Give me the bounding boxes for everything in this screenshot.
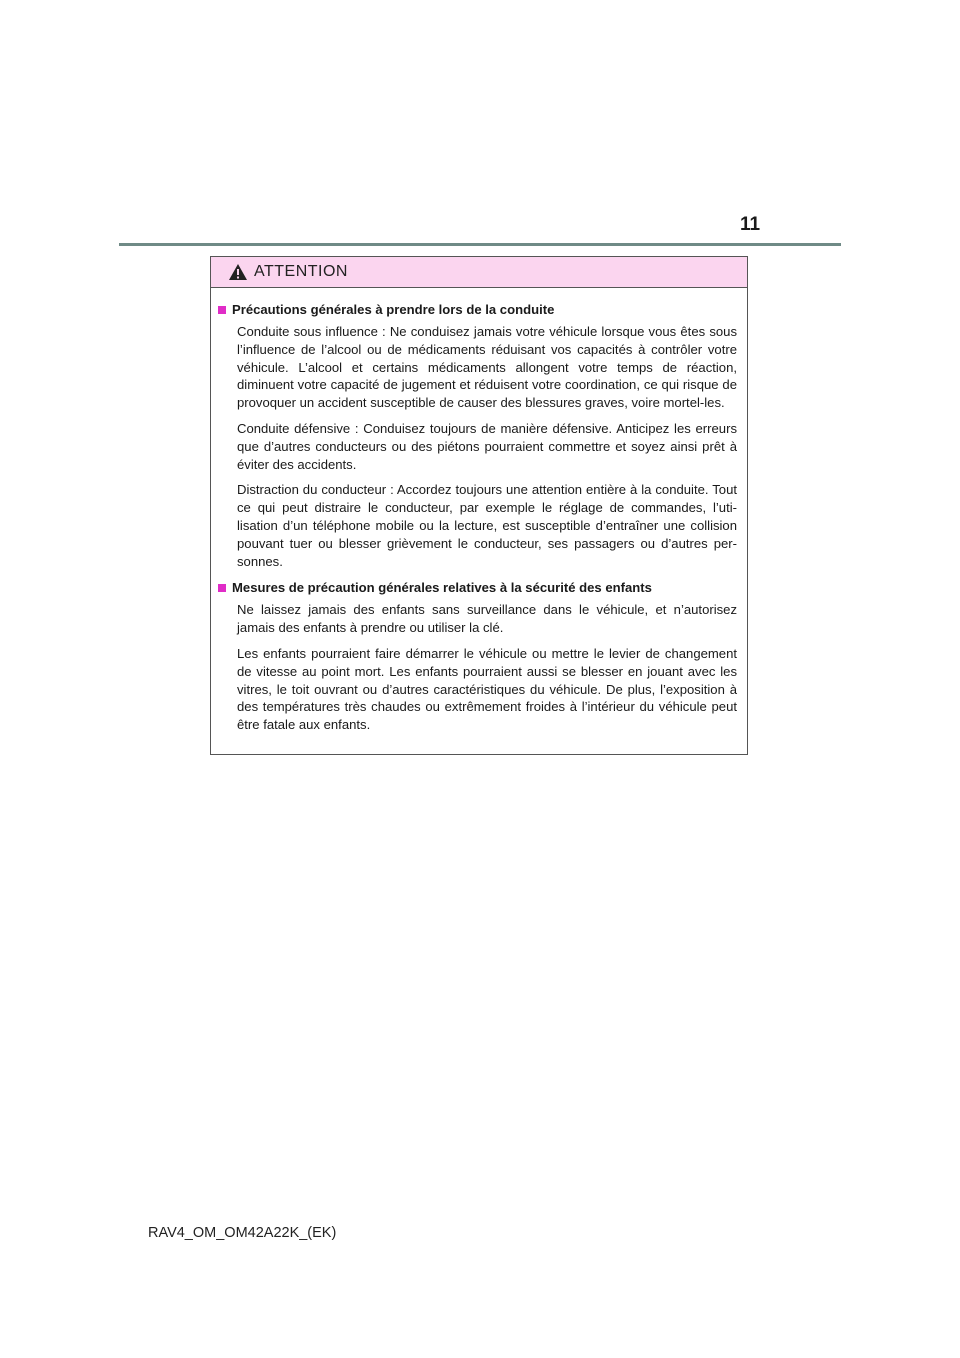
- paragraph: Conduite sous influence : Ne conduisez jamais votre véhicule lorsque vous êtes sous l’influence de l’alcool ou de médicaments réduisant vos capacités à contrôler votre véhicule. L’alcool et certains médicaments allongent votre temps de réaction, diminuent votre capacité de jugement et réduisent votre coordination, ce qui risque de provoquer un accident susceptible de causer des blessures graves, voire mortel-les.: [237, 324, 737, 411]
- paragraph: Les enfants pourraient faire démarrer le véhicule ou mettre le levier de changement de vitesse au point mort. Les enfants pourraient aussi se blesser en jouant avec les vitres, le toit ouvrant ou d’autres caractéristiques du véhicule. De plus, l’exposition à des températures très chaudes ou extrêmement froides à l’intérieur du véhicule peut être fatale aux enfants.: [237, 645, 737, 733]
- section-title-driving: [218, 300, 737, 319]
- footer-code: RAV4_OM_OM42A22K_(EK): [148, 1225, 337, 1241]
- attention-header: [211, 257, 747, 288]
- attention-box: [210, 256, 748, 755]
- section-heading: Précautions générales à prendre lors de la conduite: [232, 302, 555, 317]
- paragraph: Conduite défensive : Conduisez toujours de manière défensive. Anticipez les erreurs que d’autres conducteurs ou des piétons pourraient commettre et soyez ainsi prêt à éviter des accidents.: [237, 420, 737, 472]
- section-title-children: [218, 578, 737, 597]
- bullet-square-icon: [218, 584, 226, 592]
- bullet-square-icon: [218, 306, 226, 314]
- header-rule: [119, 243, 841, 246]
- section-heading: Mesures de précaution générales relatives à la sécurité des enfants: [232, 580, 652, 596]
- paragraph: Ne laissez jamais des enfants sans surveillance dans le véhicule, et n’autorisez jamais des enfants à prendre ou utiliser la clé.: [237, 602, 737, 636]
- attention-title: ATTENTION: [254, 263, 348, 280]
- paragraph: Distraction du conducteur : Accordez toujours une attention entière à la conduite. Tout ce qui peut distraire le conducteur, par exemple le réglage de commandes, l’uti-lisation d’un téléphone mobile ou la lecture, est susceptible d’entraîner une collision pouvant tuer ou blesser grièvement le conducteur, ses passagers ou d’autres per-sonnes.: [237, 482, 737, 569]
- warning-triangle-icon: [228, 263, 248, 281]
- page-number: 11: [740, 214, 761, 235]
- attention-content: [211, 288, 747, 734]
